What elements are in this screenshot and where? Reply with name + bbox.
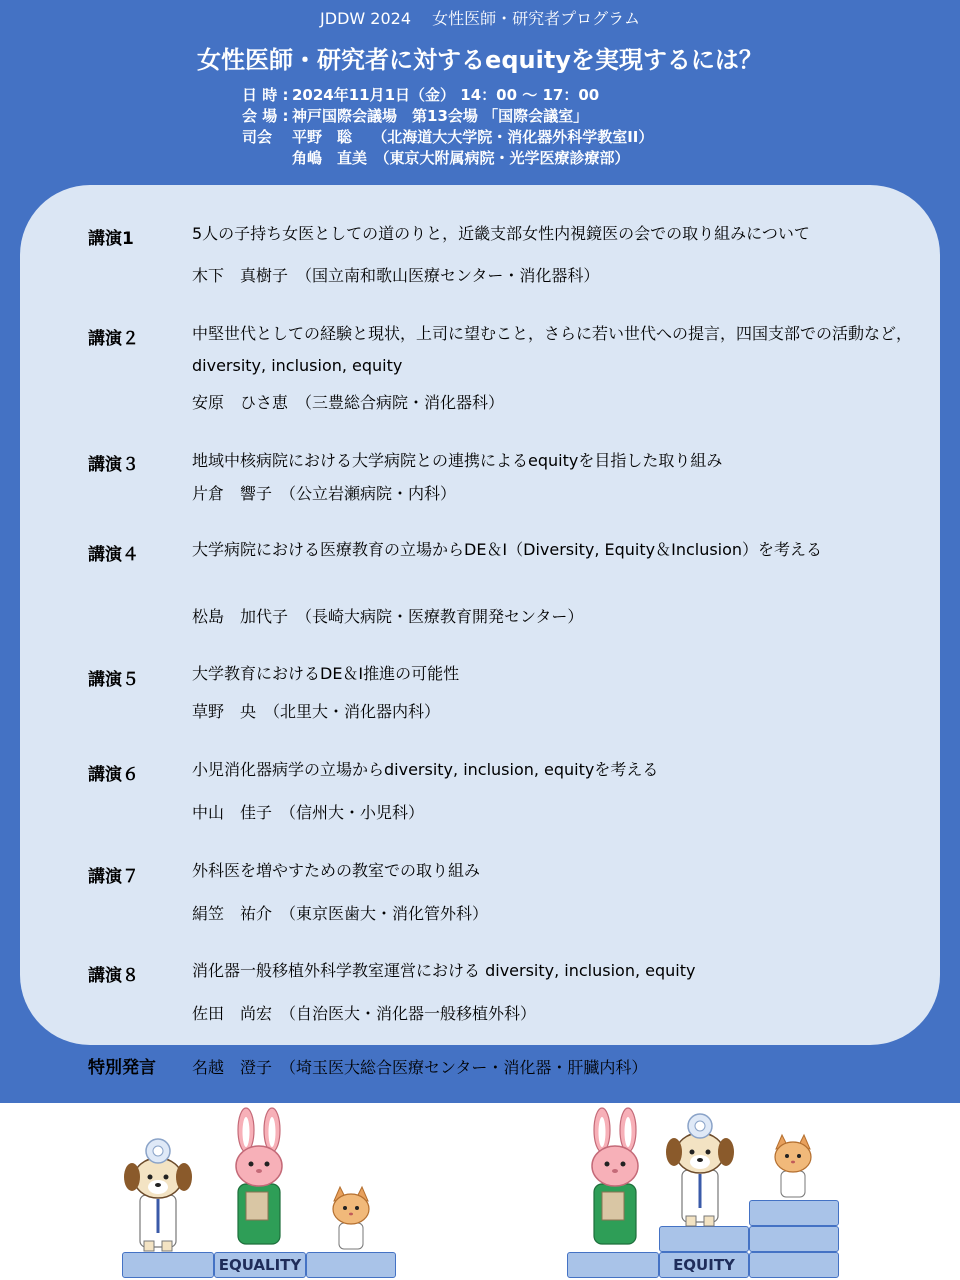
moderator-line-1 [242,126,653,147]
lecture-label: 講演８ [88,966,139,986]
lecture-label: 講演２ [88,329,139,349]
venue-label: 会 場 : [242,107,289,125]
moderator-label: 司会 [242,128,273,146]
lecture-label: 講演６ [88,765,139,785]
special-remark-speaker: 名越 澄子 （埼玉医大総合医療センター・消化器・肝臓内科） [192,1058,648,1077]
lecture-label: 講演４ [88,545,139,565]
equality-block-3 [306,1252,396,1278]
equity-block-step-2 [749,1226,839,1252]
lecture-label: 講演３ [88,455,139,475]
lecture-speaker: 松島 加代子 （長崎大病院・医療教育開発センター） [192,607,584,626]
dog-doctor-icon [118,1133,198,1253]
moderator-2: 角嶋 直美 （東京大附属病院・光学医療診療部） [292,149,630,167]
lecture-speaker: 木下 真樹子 （国立南和歌山医療センター・消化器科） [192,266,600,285]
lecture-title: 地域中核病院における大学病院との連携によるequityを目指した取り組み [192,451,723,470]
page-title: 女性医師・研究者に対するequityを実現するには？ [197,46,763,74]
lecture-title: 小児消化器病学の立場からdiversity, inclusion, equityを考える [192,760,659,779]
cat-icon [326,1185,376,1255]
equity-block-step-1 [659,1226,749,1252]
special-remark-label: 特別発言 [88,1058,156,1078]
venue-line [242,105,588,126]
equality-label: EQUALITY [218,1256,302,1274]
lecture-label: 講演７ [88,867,139,887]
cat-icon [768,1133,818,1203]
lecture-label: 講演1 [88,229,134,249]
venue-value: 神戸国際会議場 第13会場 「国際会議室」 [292,107,589,125]
dog-doctor-icon [660,1108,740,1228]
lecture-title: 5人の子持ち女医としての道のりと，近畿支部女性内視鏡医の会での取り組みについて [192,224,810,243]
equity-label: EQUITY [673,1256,735,1274]
rabbit-surgeon-icon [580,1108,650,1253]
lecture-speaker: 安原 ひさ恵 （三豊総合病院・消化器科） [192,393,505,412]
lecture-speaker: 佐田 尚宏 （自治医大・消化器一般移植外科） [192,1004,537,1023]
lecture-title: 大学教育におけるDE＆I推進の可能性 [192,664,460,683]
lecture-title: 外科医を増やすための教室での取り組み [192,861,481,880]
lecture-speaker: 中山 佳子 （信州大・小児科） [192,803,425,822]
equity-block-ground-3 [749,1252,839,1278]
lecture-speaker: 絹笠 祐介 （東京医歯大・消化管外科） [192,904,489,923]
date-label: 日 時 : [242,86,289,104]
rabbit-surgeon-icon [224,1108,294,1253]
lecture-label: 講演５ [88,670,139,690]
date-value: 2024年11月1日（金） 14：00 ～ 17：00 [292,86,600,104]
equity-block-ground-1 [567,1252,659,1278]
moderator-line-2 [242,147,630,168]
date-line [242,84,599,105]
moderator-1: 平野 聡 （北海道大大学院・消化器外科学教室II） [292,128,654,146]
lecture-speaker: 草野 央 （北里大・消化器内科） [192,702,441,721]
lecture-title: 消化器一般移植外科学教室運営における diversity, inclusion, equity [192,961,696,980]
equality-block-1 [122,1252,214,1278]
program-name: JDDW 2024 女性医師・研究者プログラム [320,9,640,28]
lecture-title: 中堅世代としての経験と現状，上司に望むこと，さらに若い世代への提言，四国支部での活動など，diversity, inclusion, equity [192,324,913,375]
lecture-title: 大学病院における医療教育の立場からDE＆I（Diversity, Equity＆Inclusion）を考える [192,540,823,559]
equity-block-step-3 [749,1200,839,1226]
lecture-speaker: 片倉 響子 （公立岩瀬病院・内科） [192,484,457,503]
